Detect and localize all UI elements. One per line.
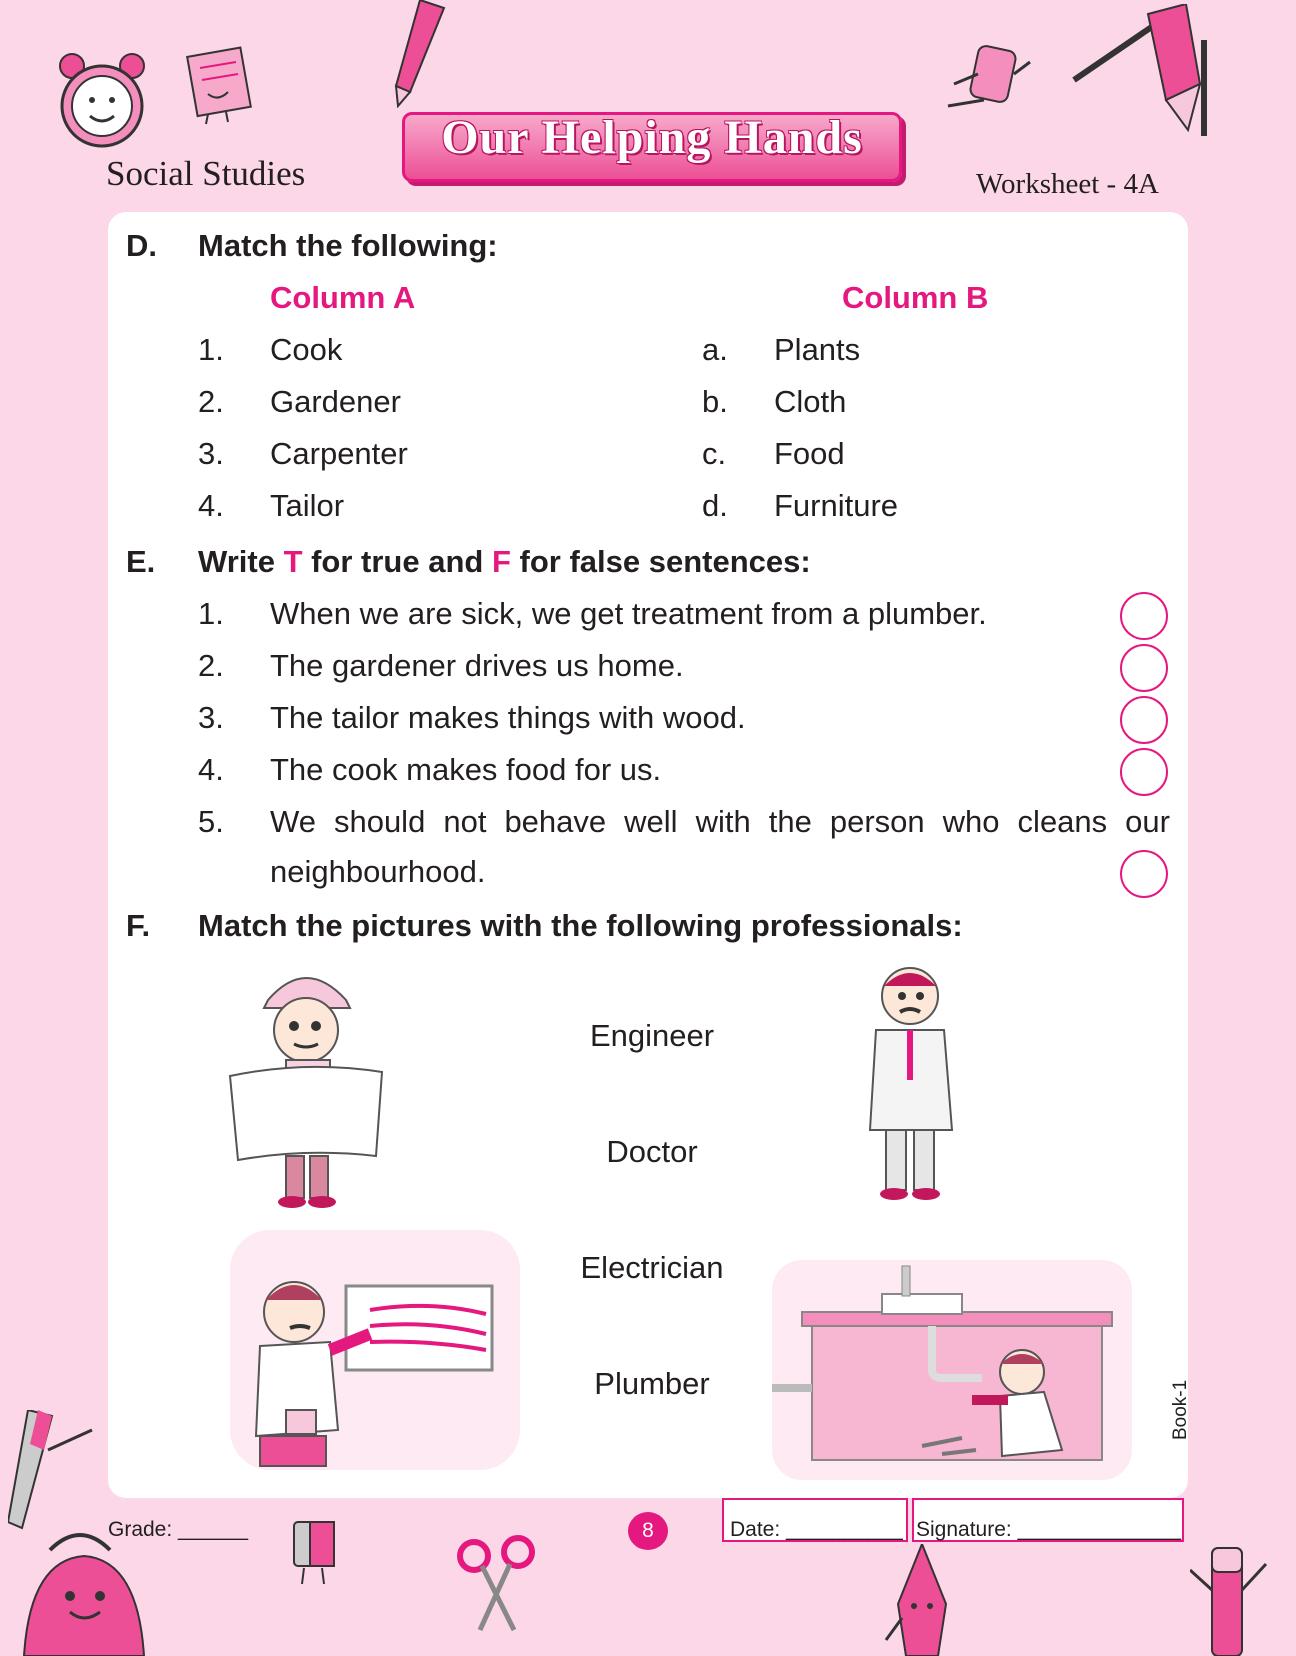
false-letter: F <box>491 544 511 579</box>
bag-character-icon <box>20 1520 150 1656</box>
book-label: Book-1 <box>1170 1379 1191 1440</box>
crayon-character-icon <box>882 1544 962 1656</box>
subject-label: Social Studies <box>106 154 306 193</box>
match-right-num: b. <box>702 384 728 419</box>
engineer-illustration <box>226 960 396 1210</box>
match-left-num: 3. <box>198 436 224 471</box>
match-right-num: d. <box>702 488 728 523</box>
tf-num: 2. <box>198 648 224 683</box>
notepad-icon <box>178 44 262 126</box>
tf-statement-continued: neighbourhood. <box>270 854 486 889</box>
match-right-item: Furniture <box>774 488 899 523</box>
alarm-clock-icon <box>52 44 152 154</box>
column-a-heading: Column A <box>270 280 416 315</box>
date-field: Date: __________ <box>730 1518 903 1541</box>
match-left-num: 1. <box>198 332 224 367</box>
section-d-title: Match the following: <box>198 228 498 263</box>
profession-label: Plumber <box>594 1366 710 1401</box>
column-b-heading: Column B <box>842 280 989 315</box>
answer-circle[interactable] <box>1120 592 1168 640</box>
doctor-illustration <box>856 960 966 1210</box>
tf-statement: We should not behave well with the person who cleans our <box>270 804 1170 839</box>
answer-circle[interactable] <box>1120 696 1168 744</box>
signature-field: Signature: ______________ <box>916 1518 1182 1541</box>
profession-label: Electrician <box>580 1250 724 1285</box>
answer-circle[interactable] <box>1120 748 1168 796</box>
tf-num: 5. <box>198 804 224 839</box>
match-right-num: c. <box>702 436 727 471</box>
tf-statement: The tailor makes things with wood. <box>270 700 746 735</box>
match-right-item: Plants <box>774 332 861 367</box>
tf-num: 3. <box>198 700 224 735</box>
plumber-illustration <box>772 1260 1132 1480</box>
grade-field[interactable]: Grade: ______ <box>108 1518 249 1541</box>
section-d-letter: D. <box>126 228 157 263</box>
section-e-title: Write T for true and F for false sentences: <box>198 544 811 579</box>
tf-num: 1. <box>198 596 224 631</box>
match-left-num: 4. <box>198 488 224 523</box>
answer-circle[interactable] <box>1120 644 1168 692</box>
profession-label: Doctor <box>606 1134 698 1169</box>
scissors-icon <box>456 1534 536 1634</box>
pencil-character-icon <box>1070 4 1210 138</box>
match-right-num: a. <box>702 332 728 367</box>
section-e-letter: E. <box>126 544 156 579</box>
sharpener-icon <box>286 1516 346 1588</box>
true-letter: T <box>283 544 303 579</box>
glue-stick-character-icon <box>1190 1540 1270 1656</box>
match-left-item: Cook <box>270 332 343 367</box>
match-left-item: Tailor <box>270 488 345 523</box>
answer-circle[interactable] <box>1120 850 1168 898</box>
match-left-item: Carpenter <box>270 436 408 471</box>
match-right-item: Cloth <box>774 384 847 419</box>
match-left-num: 2. <box>198 384 224 419</box>
tf-statement: The cook makes food for us. <box>270 752 662 787</box>
section-f-letter: F. <box>126 908 151 943</box>
eraser-character-icon <box>944 44 1034 120</box>
section-f-title: Match the pictures with the following professionals: <box>198 908 963 943</box>
page-number: 8 <box>628 1512 668 1550</box>
match-left-item: Gardener <box>270 384 401 419</box>
match-right-item: Food <box>774 436 845 471</box>
page-title: Our Helping Hands <box>441 111 863 164</box>
tf-num: 4. <box>198 752 224 787</box>
ruler-character-icon <box>8 1410 98 1530</box>
tf-statement: When we are sick, we get treatment from a plumber. <box>270 596 987 631</box>
profession-label: Engineer <box>589 1018 715 1053</box>
tf-statement: The gardener drives us home. <box>270 648 684 683</box>
electrician-illustration <box>230 1230 520 1470</box>
pencil-icon <box>380 0 450 108</box>
worksheet-label: Worksheet - 4A <box>976 168 1159 200</box>
